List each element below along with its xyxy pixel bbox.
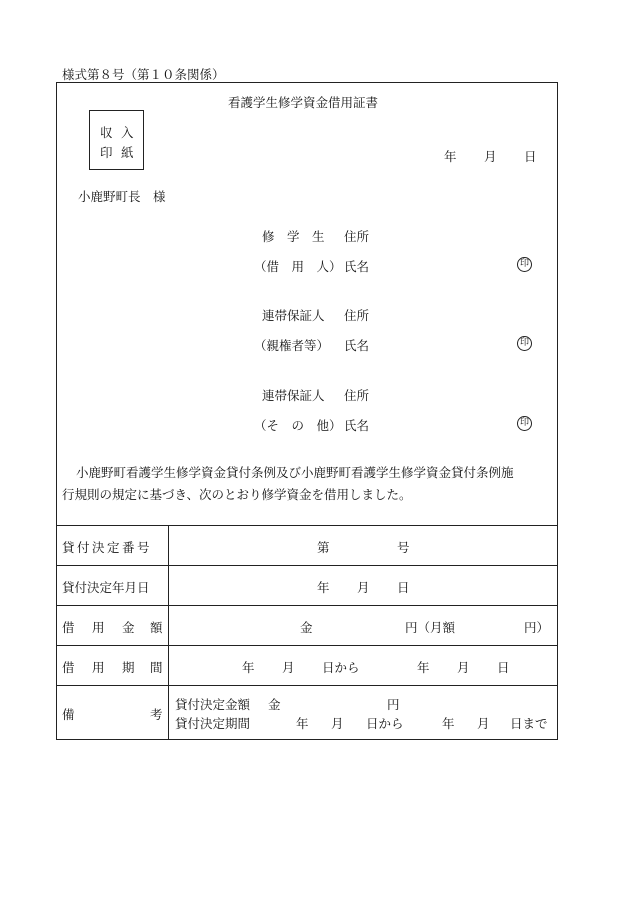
remark-amount-kin: 金 bbox=[268, 697, 281, 712]
remark-period-month: 月 bbox=[331, 716, 344, 731]
table-rule bbox=[56, 525, 558, 526]
address-label: 住所 bbox=[344, 229, 370, 244]
stamp-char: 印 bbox=[100, 145, 113, 160]
row-label-loan-number: 貸付決定番号 bbox=[62, 540, 153, 555]
remark-period-day-from: 日から bbox=[366, 716, 404, 731]
row-label-char: 考 bbox=[150, 707, 163, 722]
row-label-char: 間 bbox=[150, 660, 163, 675]
party-role: 連帯保証人 bbox=[262, 388, 325, 403]
row-label-decision-date: 貸付決定年月日 bbox=[62, 580, 150, 595]
party-role: 修 学 生 bbox=[262, 229, 325, 244]
remark-period-month: 月 bbox=[477, 716, 490, 731]
name-label: 氏名 bbox=[344, 259, 370, 274]
date-month: 月 bbox=[484, 149, 497, 164]
period-month: 月 bbox=[457, 660, 470, 675]
period-day-from: 日から bbox=[322, 660, 360, 675]
table-rule bbox=[56, 645, 558, 646]
row-label-char: 用 bbox=[92, 620, 105, 635]
name-label: 氏名 bbox=[344, 418, 370, 433]
party-role: 連帯保証人 bbox=[262, 308, 325, 323]
stamp-char: 収 bbox=[100, 125, 113, 140]
row-label-char: 用 bbox=[92, 660, 105, 675]
remark-period-year: 年 bbox=[296, 716, 309, 731]
seal-mark: 印 bbox=[517, 416, 532, 431]
stamp-char: 紙 bbox=[121, 145, 134, 160]
period-day: 日 bbox=[497, 660, 510, 675]
table-rule bbox=[56, 605, 558, 606]
period-year: 年 bbox=[242, 660, 255, 675]
table-rule bbox=[56, 685, 558, 686]
seal-mark: 印 bbox=[517, 257, 532, 272]
number-dai: 第 bbox=[317, 540, 330, 555]
party-role-sub: （借 用 人） bbox=[254, 259, 342, 274]
document-title: 看護学生修学資金借用証書 bbox=[228, 95, 379, 110]
name-label: 氏名 bbox=[344, 338, 370, 353]
amount-yen-close: 円） bbox=[524, 620, 550, 635]
row-label-char: 金 bbox=[122, 620, 135, 635]
party-role-sub: （親権者等） bbox=[254, 338, 330, 353]
certificate-frame bbox=[56, 82, 558, 740]
row-label-char: 額 bbox=[150, 620, 163, 635]
amount-kin: 金 bbox=[300, 620, 313, 635]
remark-period-label: 貸付決定期間 bbox=[175, 716, 251, 731]
table-column-divider bbox=[168, 525, 169, 740]
party-role-sub: （そ の 他） bbox=[254, 418, 342, 433]
address-label: 住所 bbox=[344, 388, 370, 403]
date-day: 日 bbox=[524, 149, 537, 164]
remark-period-year: 年 bbox=[442, 716, 455, 731]
number-go: 号 bbox=[397, 540, 410, 555]
period-month: 月 bbox=[282, 660, 295, 675]
body-text-line: 小鹿野町看護学生修学資金貸付条例及び小鹿野町看護学生修学資金貸付条例施 bbox=[76, 465, 514, 480]
table-rule bbox=[56, 565, 558, 566]
row-label-char: 備 bbox=[62, 707, 75, 722]
revenue-stamp-box bbox=[89, 110, 144, 170]
seal-mark: 印 bbox=[517, 336, 532, 351]
date-day: 日 bbox=[397, 580, 410, 595]
remark-amount-label: 貸付決定金額 bbox=[175, 697, 251, 712]
addressee: 小鹿野町長 様 bbox=[78, 189, 166, 204]
row-label-char: 期 bbox=[122, 660, 135, 675]
date-year: 年 bbox=[317, 580, 330, 595]
amount-yen-monthly: 円（月額 bbox=[405, 620, 456, 635]
date-year: 年 bbox=[444, 149, 457, 164]
form-number: 様式第８号（第１０条関係） bbox=[62, 67, 225, 82]
stamp-char: 入 bbox=[121, 125, 134, 140]
address-label: 住所 bbox=[344, 308, 370, 323]
remark-period-day-until: 日まで bbox=[510, 716, 548, 731]
period-year: 年 bbox=[417, 660, 430, 675]
row-label-char: 借 bbox=[62, 660, 75, 675]
remark-amount-yen: 円 bbox=[387, 697, 400, 712]
row-label-char: 借 bbox=[62, 620, 75, 635]
body-text-line: 行規則の規定に基づき、次のとおり修学資金を借用しました。 bbox=[62, 487, 412, 502]
date-month: 月 bbox=[357, 580, 370, 595]
